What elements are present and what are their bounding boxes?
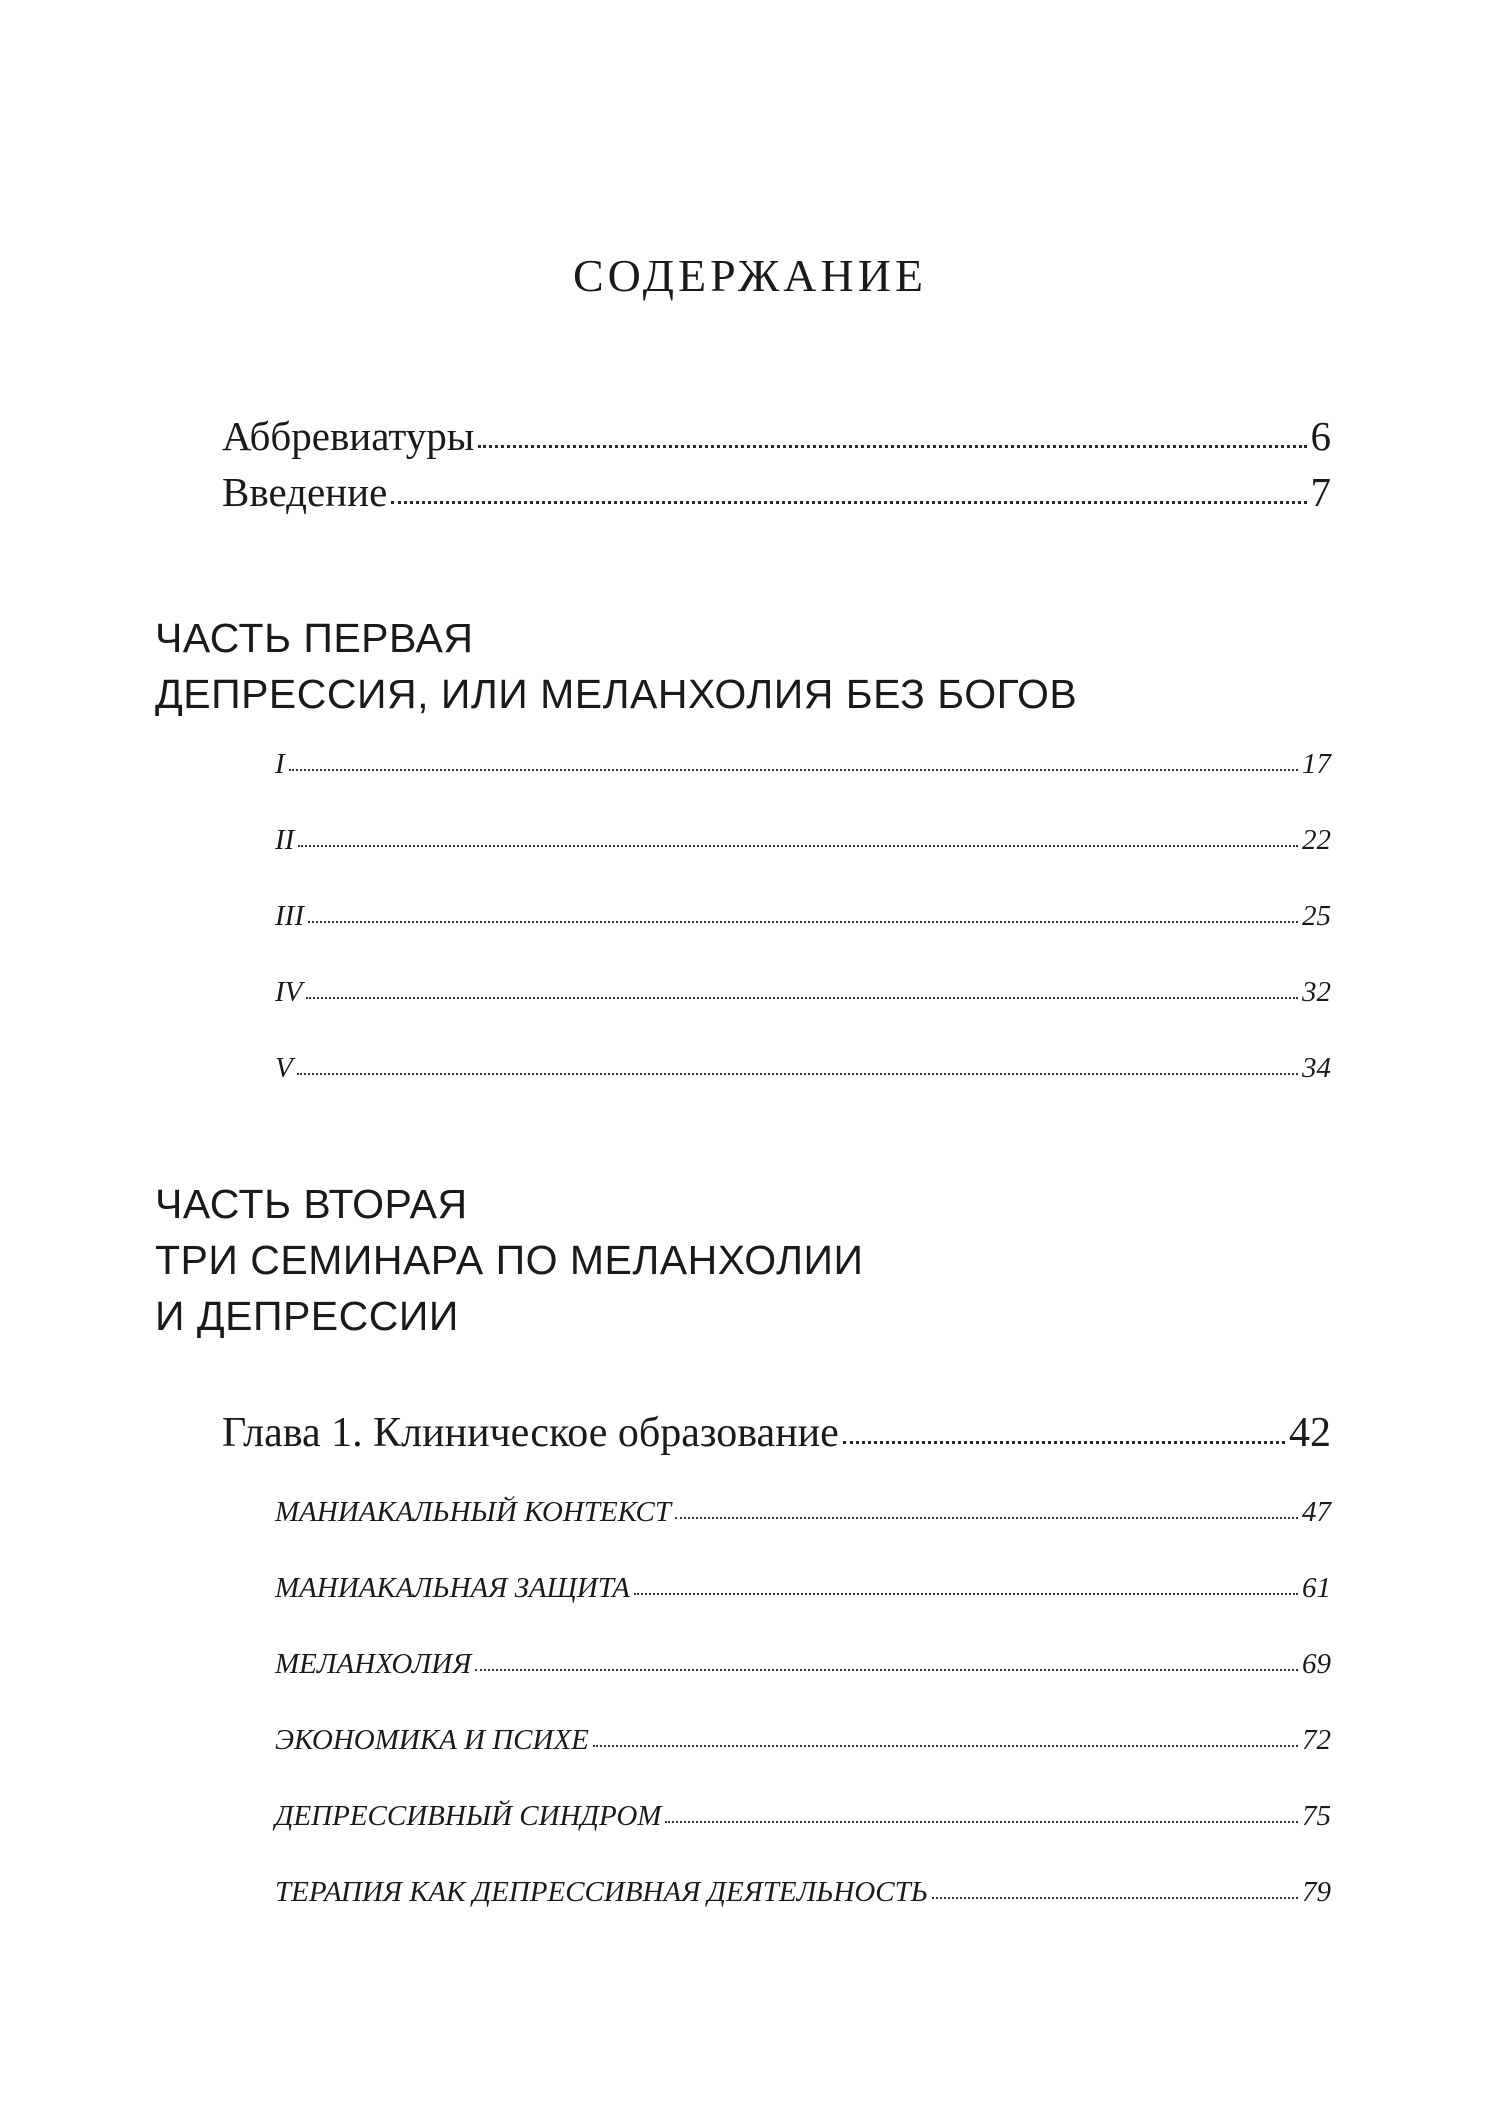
toc-entry-page: 17 — [1302, 748, 1331, 780]
toc-entry-page: 72 — [1302, 1724, 1331, 1756]
part-one-label: ЧАСТЬ ПЕРВАЯ — [155, 615, 474, 661]
dot-leader — [478, 445, 1306, 448]
toc-entry-page: 34 — [1302, 1052, 1331, 1084]
toc-entry-section-4[interactable] — [275, 1720, 1331, 1760]
dot-leader — [306, 997, 1298, 999]
toc-entry-page: 79 — [1302, 1876, 1331, 1908]
toc-entry-label: I — [275, 748, 285, 780]
toc-entry-label: Введение — [222, 469, 388, 515]
dot-leader — [391, 501, 1306, 504]
toc-entry-section-2[interactable] — [275, 1568, 1331, 1608]
dot-leader — [298, 845, 1298, 847]
toc-entry-label: V — [275, 1052, 293, 1084]
part-two-label: ЧАСТЬ ВТОРАЯ — [155, 1181, 468, 1227]
toc-entry-page: 22 — [1302, 824, 1331, 856]
dot-leader — [634, 1593, 1298, 1595]
toc-entry-page: 42 — [1289, 1410, 1331, 1456]
toc-entry-roman-4[interactable] — [275, 972, 1331, 1012]
toc-entry-introduction[interactable] — [222, 464, 1331, 520]
part-two-title: ТРИ СЕМИНАРА ПО МЕЛАНХОЛИИ — [155, 1237, 864, 1283]
part-two-title-cont: И ДЕПРЕССИИ — [155, 1293, 459, 1339]
part-one-heading — [155, 610, 1355, 722]
dot-leader — [665, 1821, 1298, 1823]
toc-entry-page: 32 — [1302, 976, 1331, 1008]
toc-entry-label: ТЕРАПИЯ КАК ДЕПРЕССИВНАЯ ДЕЯТЕЛЬНОСТЬ — [275, 1876, 928, 1908]
toc-entry-label: ЭКОНОМИКА И ПСИХЕ — [275, 1724, 589, 1756]
dot-leader — [932, 1897, 1298, 1899]
toc-entry-page: 69 — [1302, 1648, 1331, 1680]
toc-entry-page: 7 — [1310, 469, 1331, 515]
part-one-title: ДЕПРЕССИЯ, ИЛИ МЕЛАНХОЛИЯ БЕЗ БОГОВ — [155, 671, 1078, 717]
toc-entry-label: МЕЛАНХОЛИЯ — [275, 1648, 472, 1680]
toc-entry-roman-2[interactable] — [275, 820, 1331, 860]
toc-entry-roman-1[interactable] — [275, 744, 1331, 784]
dot-leader — [297, 1073, 1298, 1075]
toc-entry-label: МАНИАКАЛЬНЫЙ КОНТЕКСТ — [275, 1496, 672, 1528]
toc-entry-page: 6 — [1310, 413, 1331, 459]
dot-leader — [843, 1441, 1285, 1444]
page-title: СОДЕРЖАНИЕ — [572, 250, 928, 301]
toc-entry-section-6[interactable] — [275, 1872, 1331, 1912]
toc-entry-label: Аббревиатуры — [222, 413, 475, 459]
dot-leader — [289, 769, 1298, 771]
toc-entry-page: 61 — [1302, 1572, 1331, 1604]
toc-entry-section-3[interactable] — [275, 1644, 1331, 1684]
toc-entry-chapter-1[interactable] — [222, 1404, 1331, 1462]
toc-entry-label: IV — [275, 976, 303, 1008]
dot-leader — [593, 1745, 1298, 1747]
toc-entry-section-1[interactable] — [275, 1492, 1331, 1532]
toc-entry-label: III — [275, 900, 304, 932]
toc-entry-section-5[interactable] — [275, 1796, 1331, 1836]
toc-entry-abbreviations[interactable] — [222, 408, 1331, 464]
toc-entry-label: II — [275, 824, 295, 856]
toc-entry-label: МАНИАКАЛЬНАЯ ЗАЩИТА — [275, 1572, 630, 1604]
dot-leader — [675, 1517, 1298, 1519]
toc-entry-page: 75 — [1302, 1800, 1331, 1832]
toc-entry-label: Глава 1. Клиническое образование — [222, 1410, 839, 1456]
toc-entry-label: ДЕПРЕССИВНЫЙ СИНДРОМ — [275, 1800, 662, 1832]
toc-entry-roman-5[interactable] — [275, 1048, 1331, 1088]
toc-entry-page: 47 — [1302, 1496, 1331, 1528]
toc-entry-page: 25 — [1302, 900, 1331, 932]
dot-leader — [475, 1669, 1298, 1671]
part-two-heading — [155, 1176, 1355, 1344]
toc-entry-roman-3[interactable] — [275, 896, 1331, 936]
dot-leader — [308, 921, 1298, 923]
